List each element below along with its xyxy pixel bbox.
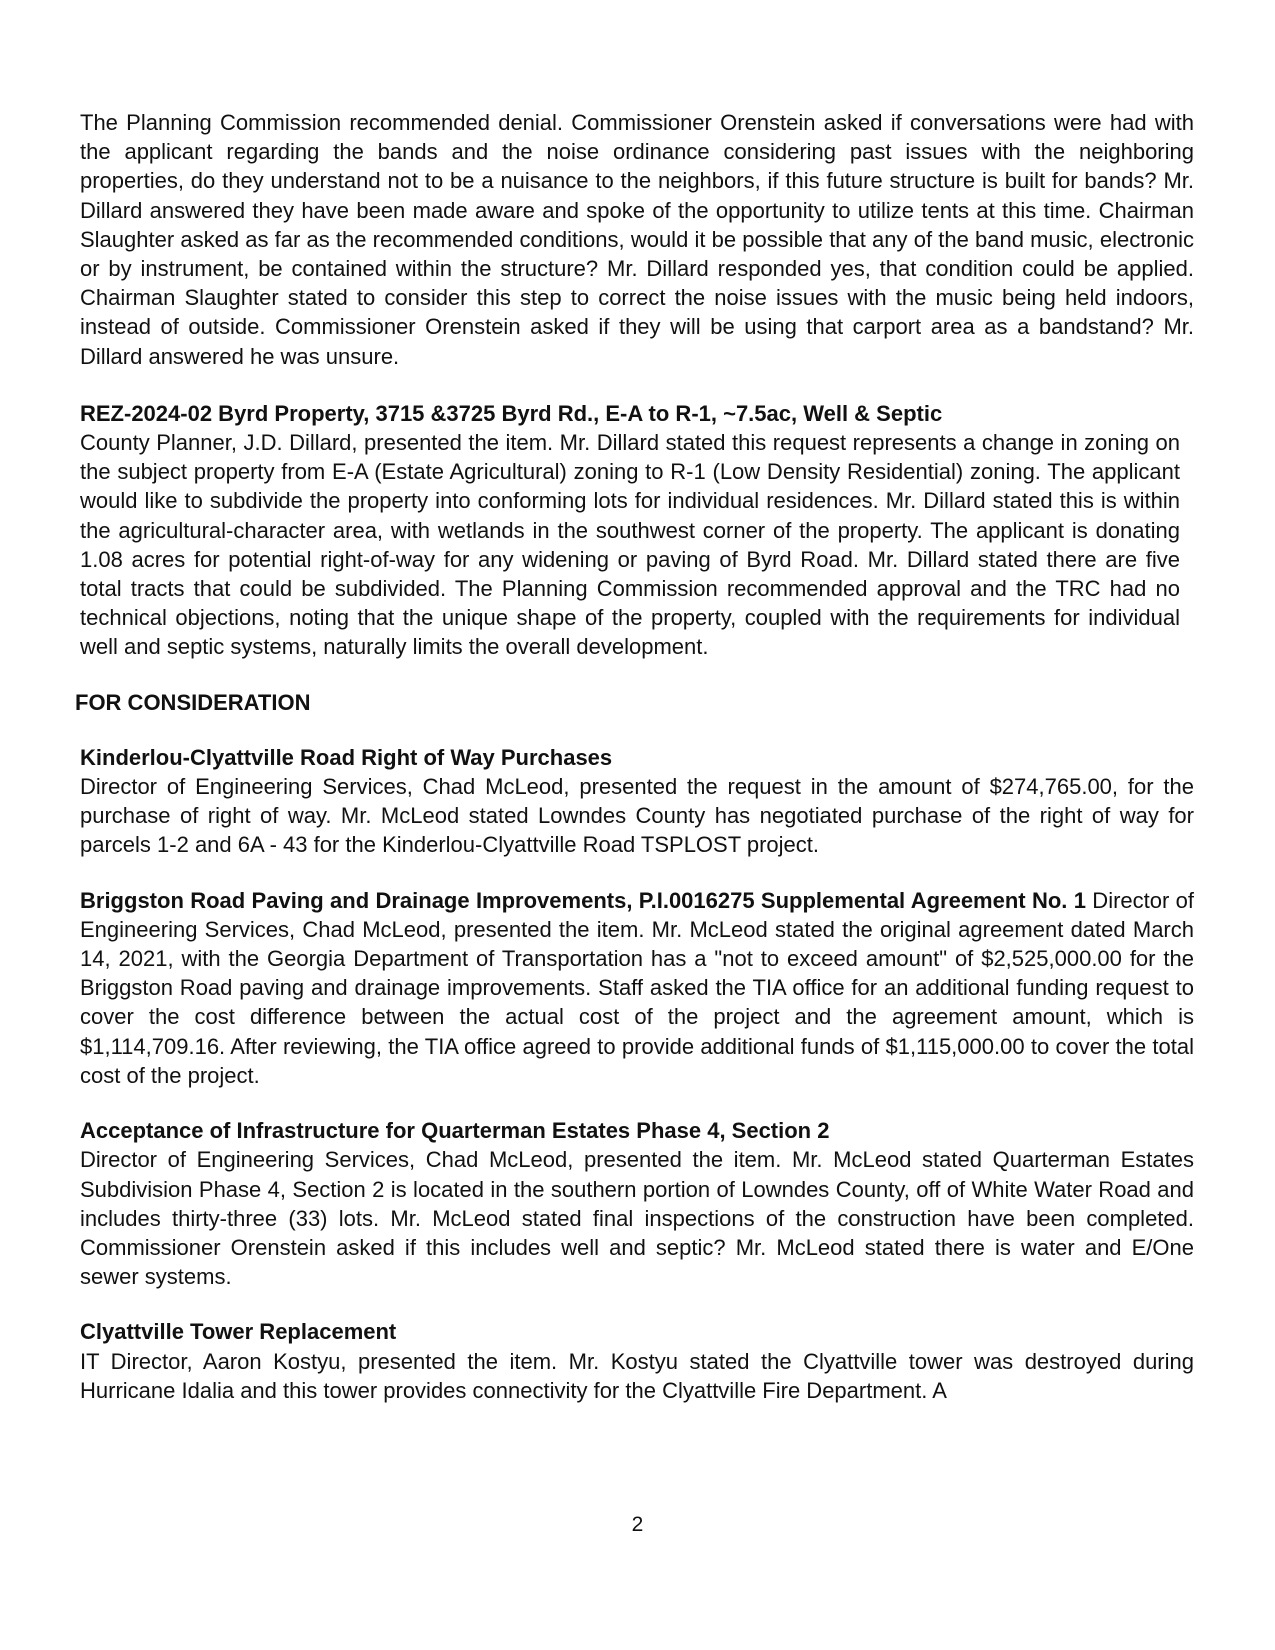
- agenda-item-clyattville: [80, 1317, 1194, 1405]
- item-body: Director of Engineering Services, Chad McLeod, presented the item. Mr. McLeod stated the original agreement dated March 14, 2021, with the Georgia Department of Transportation has a "not to exceed amount" of $2,525,000.00 for the Briggston Road paving and drainage improvements. Staff asked the TIA office for an additional funding request to cover the cost difference between the actual cost of the project and the agreement amount, which is $1,114,709.16. After reviewing, the TIA office agreed to provide additional funds of $1,115,000.00 to cover the total cost of the project.: [80, 887, 1194, 1088]
- agenda-item-quarterman: [80, 1116, 1194, 1291]
- item-body: IT Director, Aaron Kostyu, presented the item. Mr. Kostyu stated the Clyattville tower was destroyed during Hurricane Idalia and this tower provides connectivity for the Clyattville Fire Department. A: [80, 1348, 1194, 1403]
- item-heading: REZ-2024-02 Byrd Property, 3715 &3725 Byrd Rd., E-A to R-1, ~7.5ac, Well & Septic: [80, 400, 943, 426]
- agenda-item-rez: [80, 399, 1194, 662]
- intro-paragraph: The Planning Commission recommended denial. Commissioner Orenstein asked if conversations were had with the applicant regarding the bands and the noise ordinance considering past issues with the neighboring properties, do they understand not to be a nuisance to the neighbors, if this future structure is built for bands? Mr. Dillard answered they have been made aware and spoke of the opportunity to utilize tents at this time. Chairman Slaughter asked as far as the recommended conditions, would it be possible that any of the band music, electronic or by instrument, be contained within the structure? Mr. Dillard responded yes, that condition could be applied. Chairman Slaughter stated to consider this step to correct the noise issues with the music being held indoors, instead of outside. Commissioner Orenstein asked if they will be using that carport area as a bandstand? Mr. Dillard answered he was unsure.: [80, 110, 1194, 369]
- item-body: County Planner, J.D. Dillard, presented the item. Mr. Dillard stated this request represents a change in zoning on the subject property from E-A (Estate Agricultural) zoning to R-1 (Low Density Residential) zoning. The applicant would like to subdivide the property into conforming lots for individual residences. Mr. Dillard stated this is within the agricultural-character area, with wetlands in the southwest corner of the property. The applicant is donating 1.08 acres for potential right-of-way for any widening or paving of Byrd Road. Mr. Dillard stated there are five total tracts that could be subdivided. The Planning Commission recommended approval and the TRC had no technical objections, noting that the unique shape of the property, coupled with the requirements for individual well and septic systems, naturally limits the overall development.: [80, 430, 1180, 660]
- item-paragraph: [80, 886, 1194, 1090]
- item-body: Director of Engineering Services, Chad McLeod, presented the item. Mr. McLeod stated Quarterman Estates Subdivision Phase 4, Section 2 is located in the southern portion of Lowndes County, off of White Water Road and includes thirty-three (33) lots. Mr. McLeod stated final inspections of the construction have been completed. Commissioner Orenstein asked if this includes well and septic? Mr. McLeod stated there is water and E/One sewer systems.: [80, 1147, 1194, 1290]
- item-heading: Briggston Road Paving and Drainage Improvements, P.I.0016275 Supplemental Agreement No. 1: [80, 887, 1086, 913]
- section-for-consideration: [75, 688, 1194, 717]
- agenda-item-kinderlou: [80, 743, 1194, 860]
- item-heading: Acceptance of Infrastructure for Quarterman Estates Phase 4, Section 2: [80, 1118, 830, 1144]
- item-heading: Clyattville Tower Replacement: [80, 1319, 397, 1345]
- item-body: Director of Engineering Services, Chad McLeod, presented the request in the amount of $274,765.00, for the purchase of right of way. Mr. McLeod stated Lowndes County has negotiated purchase of the right of way for parcels 1-2 and 6A - 43 for the Kinderlou-Clyattville Road TSPLOST project.: [80, 774, 1194, 858]
- page-number: 2: [631, 1513, 644, 1536]
- section-heading: FOR CONSIDERATION: [75, 689, 311, 715]
- document-page: [75, 108, 1194, 1405]
- item-heading: Kinderlou-Clyattville Road Right of Way Purchases: [80, 744, 613, 770]
- agenda-item-briggston: [80, 886, 1194, 1090]
